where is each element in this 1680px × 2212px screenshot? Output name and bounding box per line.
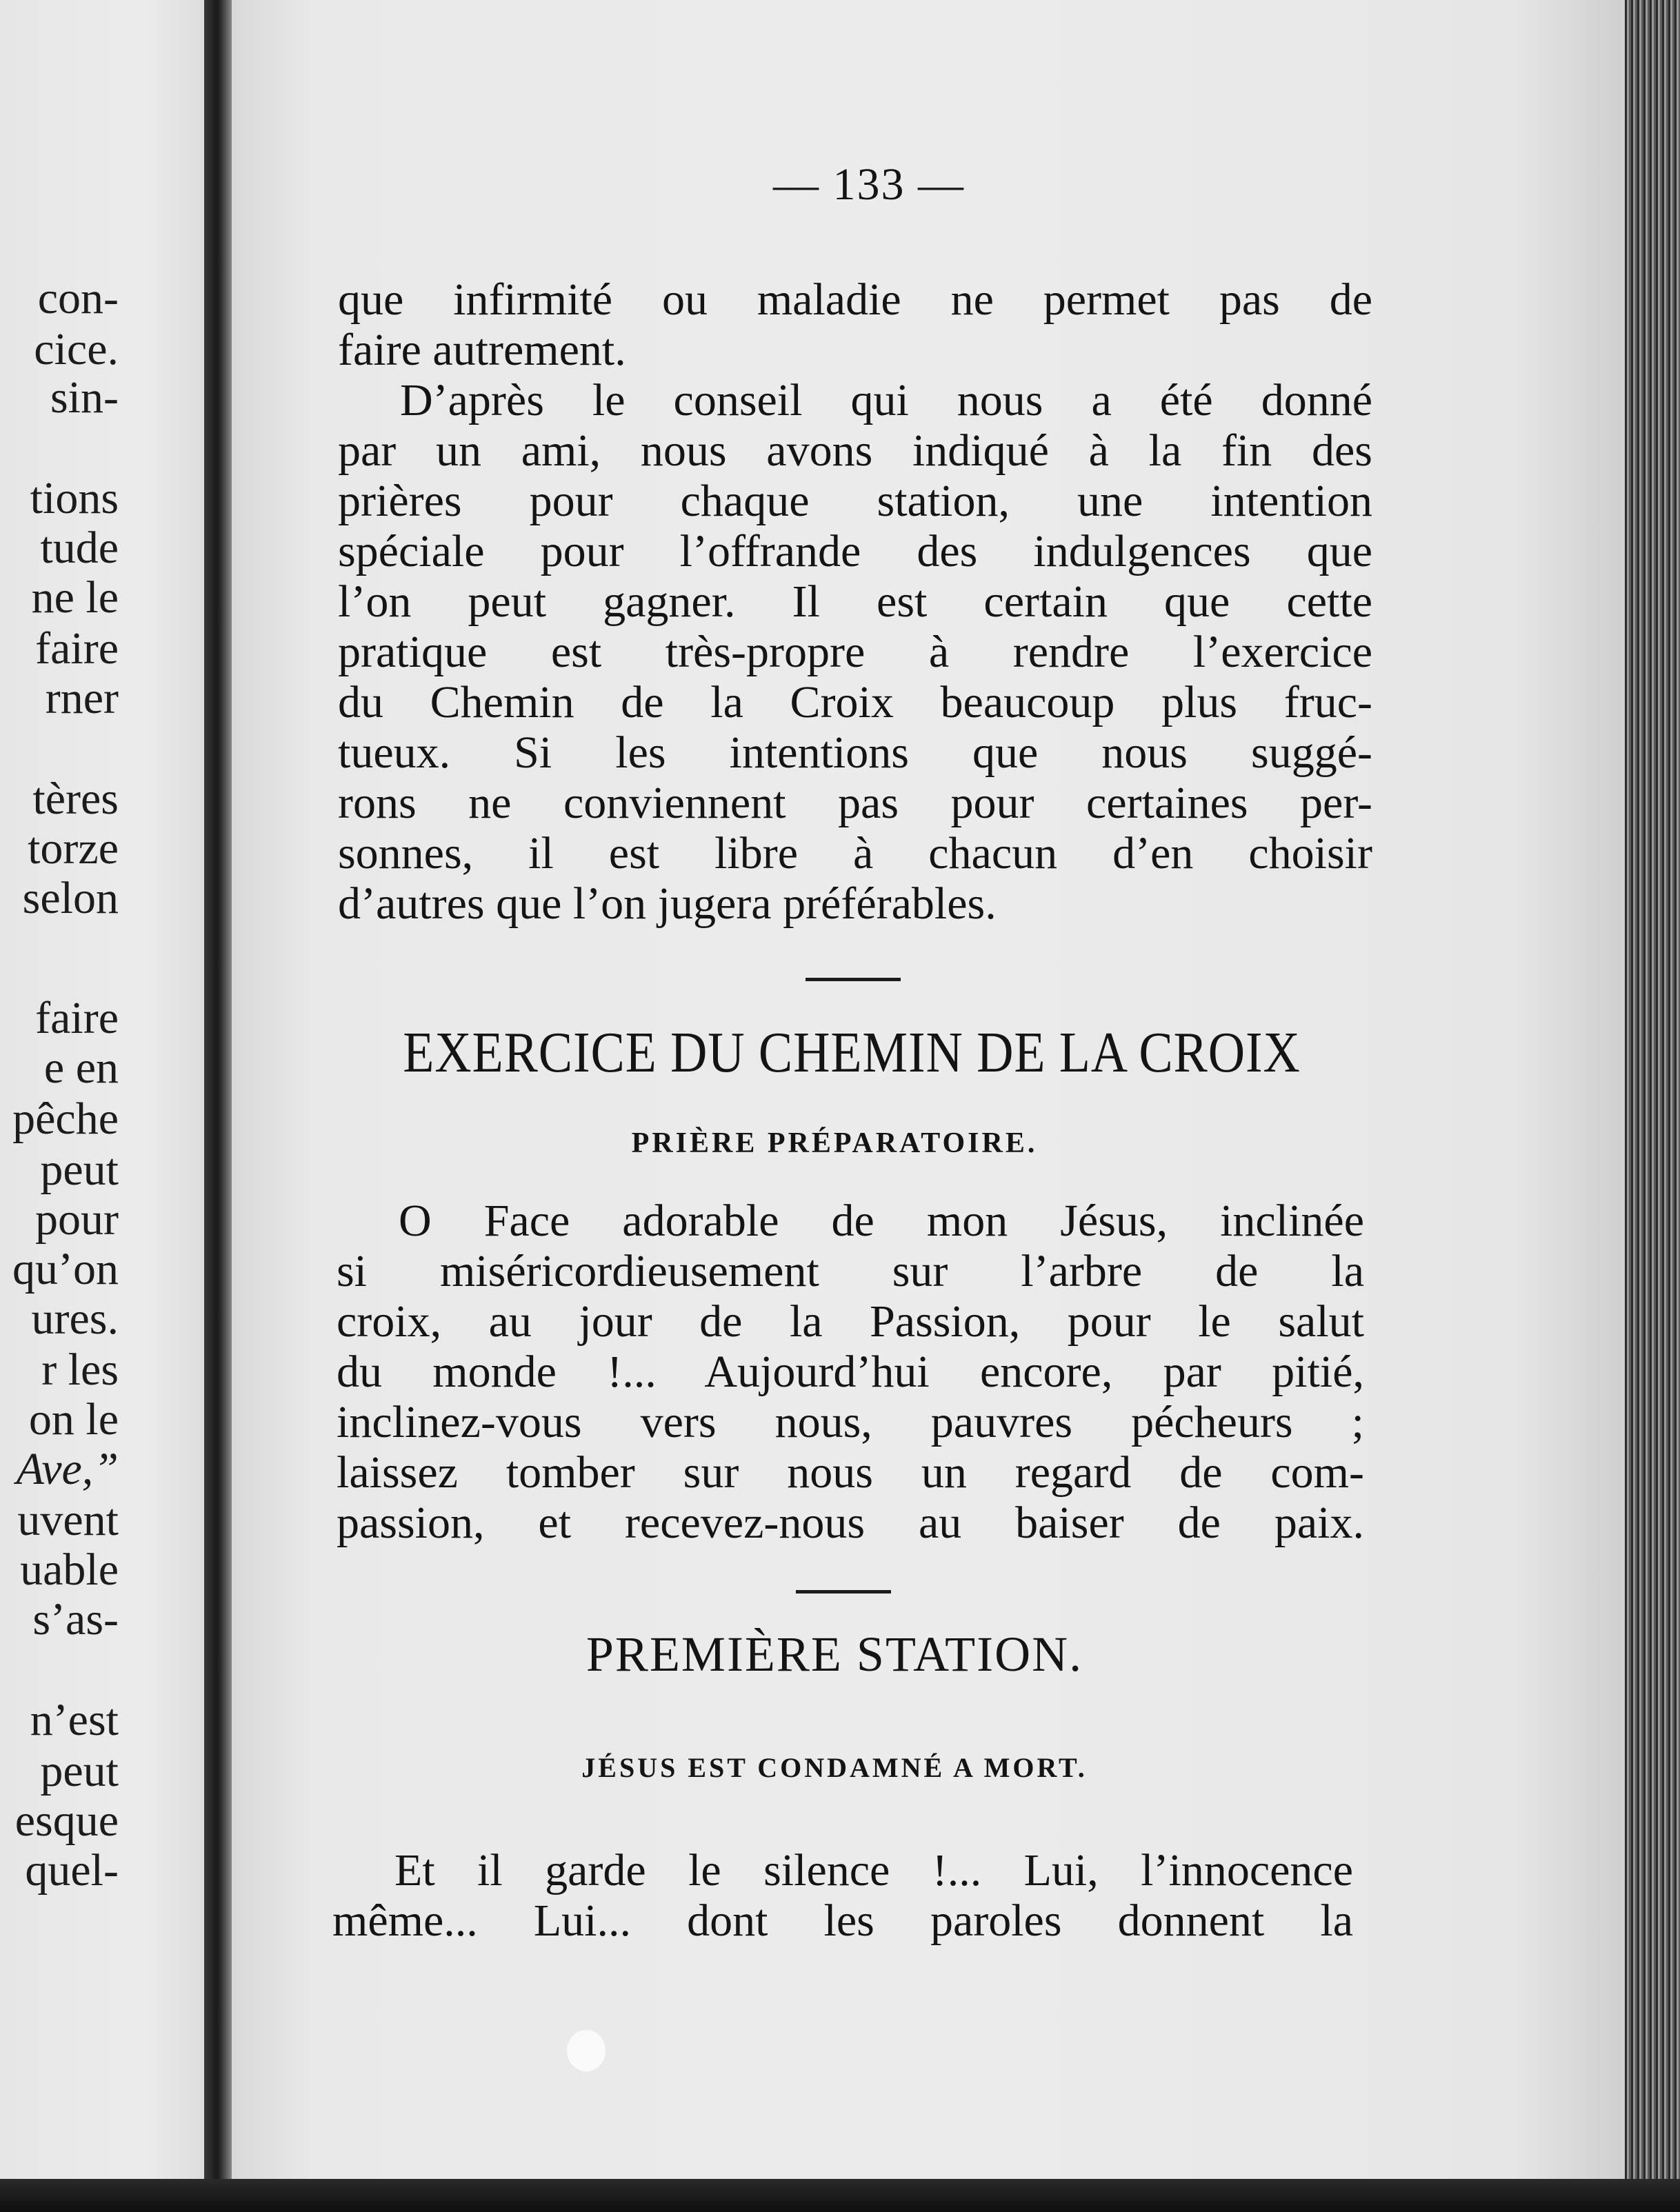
left-page-fragment: torze <box>28 823 119 874</box>
left-page-fragment: on le <box>28 1394 119 1445</box>
text-line: O Face adorable de mon Jésus, inclinée <box>399 1196 1364 1246</box>
intro-paragraph <box>338 274 1372 375</box>
left-page-fragment: Ave,” <box>16 1444 119 1494</box>
station-subheading: JÉSUS EST CONDAMNÉ A MORT. <box>581 1752 1088 1783</box>
left-page-fragment: faire <box>35 993 119 1043</box>
left-page-fragment: n’est <box>30 1695 119 1745</box>
text-line: même... Lui... dont les paroles donnent la <box>332 1896 1353 1946</box>
prayer-subheading: PRIÈRE PRÉPARATOIRE. <box>631 1127 1038 1159</box>
text-line: l’on peut gagner. Il est certain que cette <box>338 576 1372 627</box>
station-paragraph <box>332 1845 1353 1946</box>
text-line: spéciale pour l’offrande des indulgences que <box>338 526 1372 576</box>
left-page-fragment: uvent <box>17 1495 119 1545</box>
left-page-fragment: cice. <box>34 324 119 374</box>
text-line: Et il garde le silence !... Lui, l’innocence <box>394 1845 1353 1896</box>
left-page-fragment: qu’on <box>12 1244 119 1294</box>
text-line: tueux. Si les intentions que nous suggé- <box>338 727 1372 778</box>
text-line: du monde !... Aujourd’hui encore, par pitié, <box>337 1347 1364 1397</box>
text-line: D’après le conseil qui nous a été donné <box>400 375 1372 425</box>
left-page-fragment: pour <box>35 1194 119 1245</box>
scan-bottom-edge <box>0 2179 1680 2212</box>
paper-blemish <box>567 2030 606 2071</box>
left-page-fragment: tères <box>32 774 119 824</box>
left-page-fragment: quel- <box>25 1845 119 1896</box>
text-line: d’autres que l’on jugera préférables. <box>338 878 997 929</box>
page-edges <box>1625 0 1680 2212</box>
left-page-fragment: peut <box>40 1145 119 1195</box>
second-paragraph <box>338 375 1372 929</box>
text-line: du Chemin de la Croix beaucoup plus fruc- <box>338 677 1372 727</box>
left-page-fragment: uable <box>20 1545 119 1595</box>
text-line: inclinez-vous vers nous, pauvres pécheurs ; <box>337 1397 1364 1447</box>
text-line: que infirmité ou maladie ne permet pas de <box>338 274 1372 325</box>
left-page-fragment: peut <box>40 1746 119 1796</box>
left-page-fragment: pêche <box>12 1094 119 1144</box>
left-page-fragment: r les <box>41 1345 119 1395</box>
section-heading: EXERCICE DU CHEMIN DE LA CROIX <box>403 1020 1301 1085</box>
left-page-fragment: esque <box>14 1796 119 1846</box>
text-line: sonnes, il est libre à chacun d’en choisir <box>338 828 1372 878</box>
left-page-fragment: s’as- <box>32 1594 119 1645</box>
text-line: si miséricordieusement sur l’arbre de la <box>337 1246 1364 1296</box>
text-line: croix, au jour de la Passion, pour le salut <box>337 1296 1364 1347</box>
book-gutter <box>204 0 232 2212</box>
left-page-fragment: tions <box>30 473 119 523</box>
left-page-fragment: e en <box>43 1043 119 1093</box>
left-page-fragment: rner <box>45 673 119 723</box>
station-heading: PREMIÈRE STATION. <box>586 1627 1083 1682</box>
text-line: laissez tomber sur nous un regard de com- <box>337 1447 1364 1498</box>
text-line: pratique est très-propre à rendre l’exercice <box>338 627 1372 677</box>
left-page-fragment: faire <box>35 623 119 674</box>
text-line: passion, et recevez-nous au baiser de paix. <box>337 1498 1364 1548</box>
text-line: faire autrement. <box>338 325 626 375</box>
left-page-fragment: ne le <box>31 572 119 623</box>
separator-rule <box>796 1590 891 1593</box>
left-page-fragment: sin- <box>50 372 119 423</box>
page-number: — 133 — <box>773 159 965 210</box>
left-page-fragment: selon <box>22 873 119 923</box>
left-page-fragment: con- <box>37 273 119 323</box>
text-line: prières pour chaque station, une intention <box>338 476 1372 526</box>
left-page-fragment: tude <box>40 523 119 573</box>
text-line: rons ne conviennent pas pour certaines per- <box>338 778 1372 828</box>
text-line: par un ami, nous avons indiqué à la fin des <box>338 425 1372 476</box>
left-page-fragment: ures. <box>31 1294 119 1344</box>
prayer-paragraph <box>337 1196 1364 1548</box>
separator-rule <box>806 978 901 981</box>
left-page <box>0 0 207 2179</box>
